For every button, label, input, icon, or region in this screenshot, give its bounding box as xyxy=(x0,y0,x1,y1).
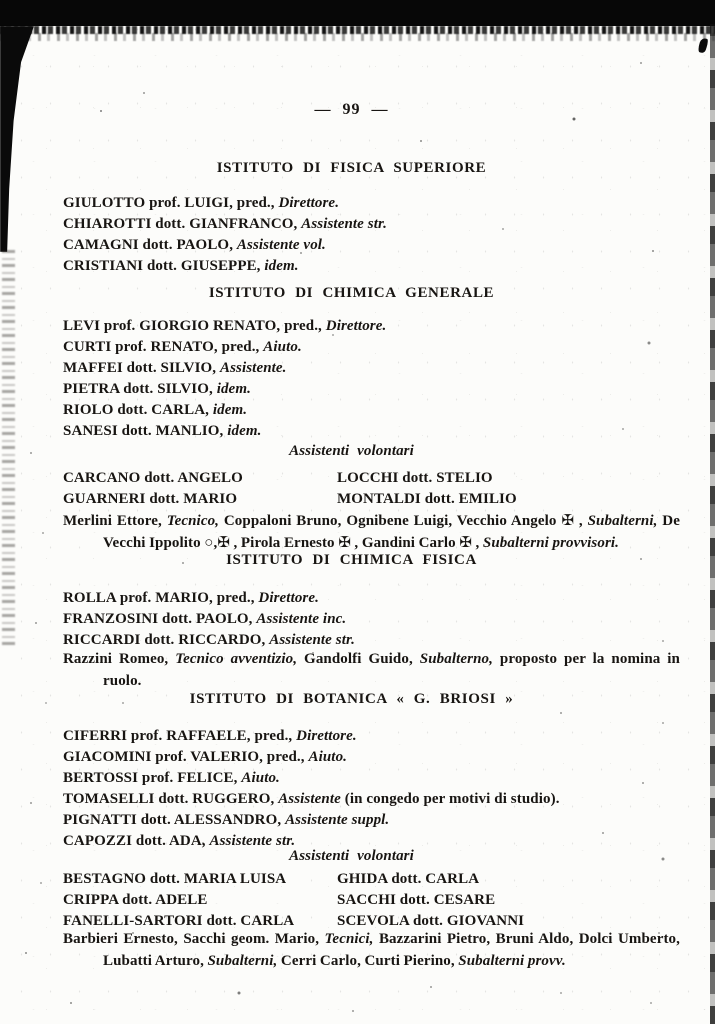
scan-speckles xyxy=(0,0,2,2)
volunteer-name: BESTAGNO dott. MARIA LUISA xyxy=(63,871,287,887)
scan-spine-shadow-tail xyxy=(2,250,15,645)
member-role: Assistente suppl. xyxy=(285,812,390,828)
member-name: PIGNATTI dott. ALESSANDRO, xyxy=(63,812,282,828)
member-name: CAMAGNI dott. PAOLO, xyxy=(63,237,234,253)
member-name: CAPOZZI dott. ADA, xyxy=(63,833,206,849)
member-role: idem. xyxy=(212,402,248,418)
section-heading-chimica-fisica: ISTITUTO DI CHIMICA FISICA xyxy=(226,552,477,568)
member-role-suffix: (in congedo per motivi di studio). xyxy=(344,791,560,807)
staff-member-line xyxy=(63,235,640,256)
volunteer-name: FANELLI-SARTORI dott. CARLA xyxy=(63,913,295,929)
member-role: idem. xyxy=(227,423,262,439)
member-role: Direttore. xyxy=(325,318,387,334)
member-role: Direttore. xyxy=(258,590,319,606)
staff-member-line xyxy=(63,768,640,789)
volunteer-name: CRIPPA dott. ADELE xyxy=(63,892,208,908)
member-name: SANESI dott. MANLIO, xyxy=(63,423,224,439)
member-name: CIFERRI prof. RAFFAELE, pred., xyxy=(63,728,293,744)
staff-member-line xyxy=(63,609,640,630)
member-name: TOMASELLI dott. RUGGERO, xyxy=(63,791,275,807)
staff-member-line xyxy=(63,379,640,400)
staff-member-line xyxy=(63,630,640,651)
member-role: Direttore. xyxy=(278,195,340,211)
member-name: CHIAROTTI dott. GIANFRANCO, xyxy=(63,216,298,232)
member-name: LEVI prof. GIORGIO RENATO, pred., xyxy=(63,318,322,334)
member-role: Assistente inc. xyxy=(256,611,347,627)
member-role: idem. xyxy=(216,381,251,397)
member-role: Aiuto. xyxy=(241,770,280,786)
volunteers-list-botanica xyxy=(63,869,640,932)
volunteers-title: Assistenti volontari xyxy=(289,848,414,864)
volunteer-name: GUARNERI dott. MARIO xyxy=(63,491,238,507)
staff-member-line xyxy=(63,337,640,358)
staff-member-line xyxy=(63,193,640,214)
staff-member-line xyxy=(63,214,640,235)
member-name: BERTOSSI prof. FELICE, xyxy=(63,770,238,786)
volunteer-row xyxy=(63,489,640,510)
scan-edge-top xyxy=(0,0,715,26)
volunteer-row xyxy=(63,890,640,911)
member-role: Aiuto. xyxy=(263,339,302,355)
staff-member-line xyxy=(63,588,640,609)
member-name: PIETRA dott. SILVIO, xyxy=(63,381,213,397)
member-role: Aiuto. xyxy=(308,749,348,765)
volunteer-name: SCEVOLA dott. GIOVANNI xyxy=(337,913,525,929)
scan-edge-top-noise xyxy=(0,33,715,41)
member-role: idem. xyxy=(264,258,299,274)
volunteer-row xyxy=(63,869,640,890)
member-name: RICCARDI dott. RICCARDO, xyxy=(63,632,266,648)
staff-member-line xyxy=(63,358,640,379)
technical-staff-note: Merlini Ettore, Tecnico, Coppaloni Bruno, Ognibene Luigi, Vecchio Angelo ✠ , Subalterni, De Vecchi Ippolito ○,✠ , Pirola Ernesto ✠ , Gandini Carlo ✠ , Subalterni provvisori. xyxy=(63,513,680,551)
member-name: CURTI prof. RENATO, pred., xyxy=(63,339,260,355)
member-role: Assistente str. xyxy=(301,216,387,232)
member-name: FRANZOSINI dott. PAOLO, xyxy=(63,611,253,627)
volunteer-name: CARCANO dott. ANGELO xyxy=(63,470,243,486)
section-heading-fisica-superiore: ISTITUTO DI FISICA SUPERIORE xyxy=(216,160,487,176)
member-name: GIULOTTO prof. LUIGI, pred., xyxy=(63,195,275,211)
volunteer-name: LOCCHI dott. STELIO xyxy=(337,470,493,486)
staff-member-line xyxy=(63,400,640,421)
member-name: RIOLO dott. CARLA, xyxy=(63,402,209,418)
member-role: Assistente xyxy=(278,791,341,807)
staff-member-line xyxy=(63,726,640,747)
volunteer-name: SACCHI dott. CESARE xyxy=(337,892,496,908)
staff-member-line xyxy=(63,316,640,337)
member-role: Assistente str. xyxy=(269,632,355,648)
section-heading-chimica-generale: ISTITUTO DI CHIMICA GENERALE xyxy=(208,285,495,301)
member-role: Assistente. xyxy=(220,360,287,376)
member-role: Assistente vol. xyxy=(236,237,326,253)
staff-list-chimica-fisica xyxy=(63,588,640,651)
member-name: GIACOMINI prof. VALERIO, pred., xyxy=(63,749,305,765)
volunteer-row xyxy=(63,468,640,489)
page-number: — 99 — xyxy=(314,101,389,118)
staff-member-line xyxy=(63,747,640,768)
staff-list-chimica-generale xyxy=(63,316,640,442)
member-role: Direttore. xyxy=(296,728,357,744)
member-name: CRISTIANI dott. GIUSEPPE, xyxy=(63,258,261,274)
staff-member-line xyxy=(63,810,640,831)
technical-staff-note: Razzini Romeo, Tecnico avventizio, Gandolfi Guido, Subalterno, proposto per la nomina in ruolo. xyxy=(63,651,680,689)
scan-edge-right xyxy=(710,24,715,1024)
section-heading-botanica: ISTITUTO DI BOTANICA « G. BRIOSI » xyxy=(189,691,514,707)
volunteer-name: MONTALDI dott. EMILIO xyxy=(337,491,517,507)
member-name: ROLLA prof. MARIO, pred., xyxy=(63,590,255,606)
volunteer-name: GHIDA dott. CARLA xyxy=(337,871,480,887)
scan-spine-shadow xyxy=(0,26,34,252)
staff-list-fisica-superiore xyxy=(63,193,640,277)
technical-staff-note: Barbieri Ernesto, Sacchi geom. Mario, Tecnici, Bazzarini Pietro, Bruni Aldo, Dolci Umberto, Lubatti Arturo, Subalterni, Cerri Carlo, Curti Pierino, Subalterni provv. xyxy=(63,931,680,969)
volunteers-title: Assistenti volontari xyxy=(289,443,414,459)
member-role: Assistente str. xyxy=(209,833,296,849)
staff-list-botanica xyxy=(63,726,640,852)
staff-member-line xyxy=(63,421,640,442)
staff-member-line xyxy=(63,256,640,277)
volunteers-list-chimica-generale xyxy=(63,468,640,510)
member-name: MAFFEI dott. SILVIO, xyxy=(63,360,217,376)
staff-member-line xyxy=(63,789,640,810)
